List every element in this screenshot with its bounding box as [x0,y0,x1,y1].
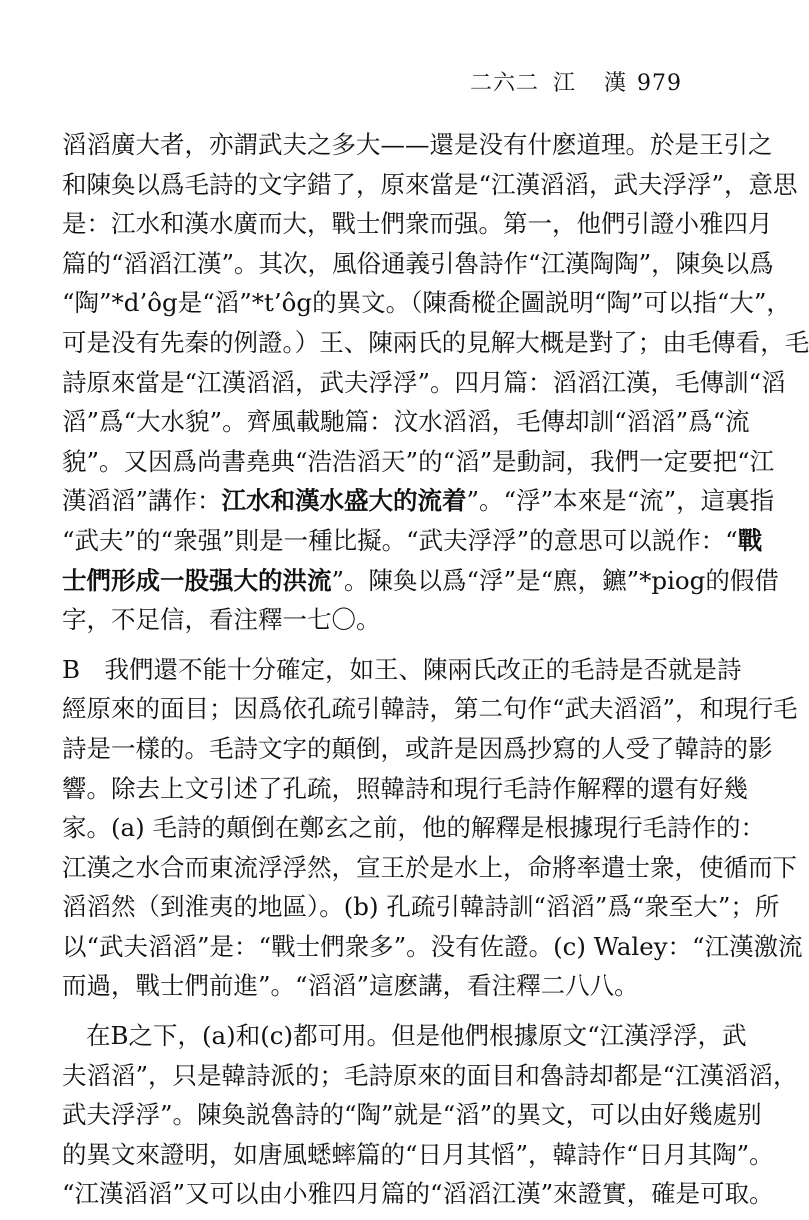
text-line: 的異文來證明，如唐風蟋蟀篇的“日月其慆”，韓詩作“日月其陶”。 [62,1139,774,1169]
chapter-title-char-1: 江 [552,71,576,96]
text-line-with-bold [62,481,775,521]
text-line: 篇的“滔滔江漢”。其次，風俗通義引魯詩作“江漢陶陶”，陳奐以爲 [62,248,774,278]
text-line: 貌”。又因爲尚書堯典“浩浩滔天”的“滔”是動詞，我們一定要把“江 [62,446,775,476]
text-line: 詩是一樣的。毛詩文字的顛倒，或許是因爲抄寫的人受了韓詩的影 [62,733,773,763]
text-segment: 漢滔滔”講作： [62,486,222,516]
text-line: 可是没有先秦的例證。）王、陳兩氏的見解大概是對了；由毛傳看，毛 [62,327,809,357]
bold-phrase: 戰 [737,525,763,555]
text-line: 武夫浮浮”。陳奐説魯詩的“陶”就是“滔”的異文，可以由好幾處别 [62,1100,762,1130]
paragraph-start: B 我們還不能十分確定，如王、陳兩氏改正的毛詩是否就是詩 [62,654,742,684]
text-line: 和陳奐以爲毛詩的文字錯了，原來當是“江漢滔滔，武夫浮浮”，意思 [62,169,798,199]
text-segment: ” [331,565,345,595]
text-line: 而過，戰士們前進”。“滔滔”這麽講，看注釋二八八。 [62,971,639,1001]
bold-phrase: 士們形成一股强大的洪流 [62,565,332,595]
text-line: 是：江水和漢水廣而大，戰士們衆而强。第一，他們引證小雅四月 [62,209,773,239]
text-line: 以“武夫滔滔”是：“戰士們衆多”。没有佐證。(c) Waley：“江漢激流 [62,931,803,961]
bold-phrase: 江水和漢水盛大的流着 [221,486,467,516]
page-number: 979 [637,71,682,96]
text-line: 夫滔滔”，只是韓詩派的；毛詩原來的面目和魯詩却都是“江漢滔滔， [62,1060,798,1090]
chapter-number: 二六二 [469,71,539,96]
text-line: 江漢之水合而東流浮浮然，宣王於是水上，命將率遣士衆，使循而下 [62,852,797,882]
text-line: 滔滔廣大者，亦謂武夫之多大——還是没有什麽道理。於是王引之 [62,130,773,159]
text-line-with-bold [62,521,763,561]
text-line: “陶”*d’ôg是“滔”*t’ôg的異文。（陳喬樅企圖説明“陶”可以指“大”， [62,288,791,318]
text-line: 詩原來當是“江漢滔滔，武夫浮浮”。四月篇：滔滔江漢，毛傳訓“滔 [62,367,786,397]
text-line: “江漢滔滔”又可以由小雅四月篇的“滔滔江漢”來證實，確是可取。 [62,1179,774,1209]
paragraph-start: 在B之下，(a)和(c)都可用。但是他們根據原文“江漢浮浮，武 [86,1021,747,1051]
text-line: 滔滔然（到淮夷的地區）。(b) 孔疏引韓詩訓“滔滔”爲“衆至大”；所 [62,892,780,922]
text-line: 滔”爲“大水貌”。齊風載馳篇：汶水滔滔，毛傳却訓“滔滔”爲“流 [62,407,750,437]
chapter-title-char-2: 漢 [603,71,627,96]
text-line: 經原來的面目；因爲依孔疏引韓詩，第二句作“武夫滔滔”，和現行毛 [62,694,798,724]
text-segment: 。陳奐以爲“浮”是“麃，鑣”*piog的假借 [344,565,779,595]
text-line: 家。(a) 毛詩的顛倒在鄭玄之前，他的解釋是根據現行毛詩作的： [62,813,766,843]
text-line-with-bold [62,561,779,601]
body-text [62,125,809,1214]
text-line: 響。除去上文引述了孔疏，照韓詩和現行毛詩作解釋的還有好幾 [62,773,748,803]
text-segment: “武夫”的“衆强”則是一種比擬。“武夫浮浮”的意思可以説作：“ [62,525,738,555]
text-segment: ”。“浮”本來是“流”，這裏指 [466,486,775,516]
text-line: 字，不足信，看注釋一七〇。 [62,605,381,635]
running-header [470,66,682,97]
